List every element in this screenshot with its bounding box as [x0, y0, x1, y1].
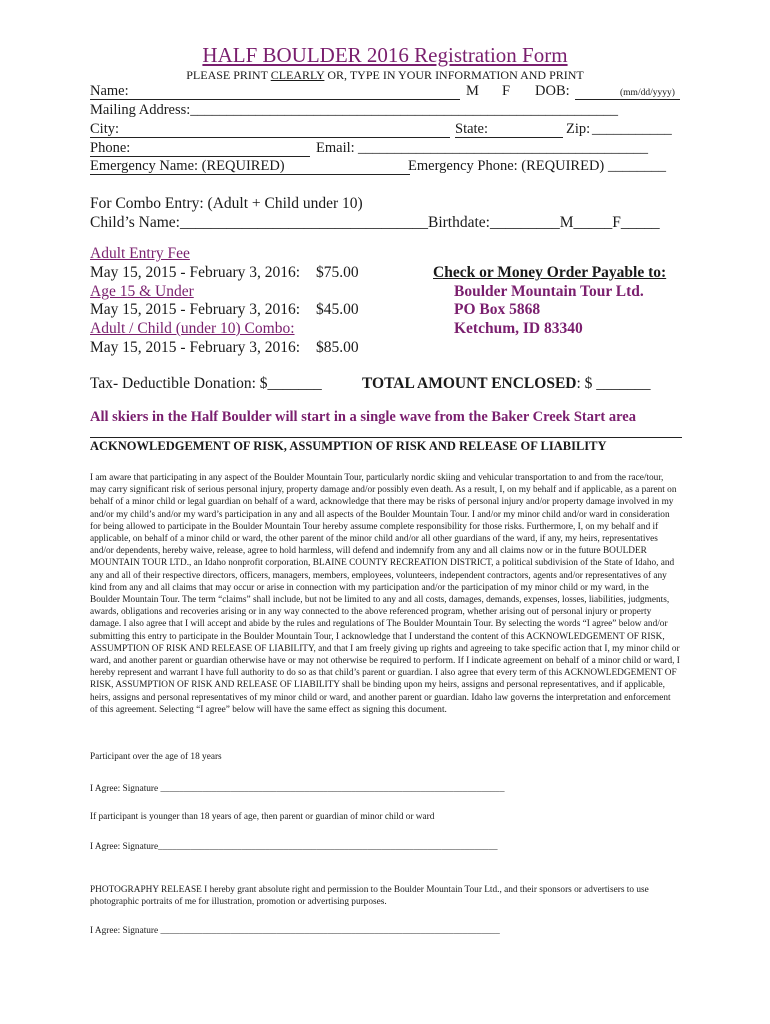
adult-signature-field[interactable]: I Agree: Signature __________________________________________________________________________ — [90, 784, 505, 794]
ack-body: I am aware that participating in any aspect of the Boulder Mountain Tour, particularly nordic skiing and vehicular transportation to and from the race/tour, may carry significant risk of serious personal injury, property damage and/or possibly even death. As a result, I, on my behalf and if applicable, as a parent on behalf of a minor child or legal guardian on behalf of a ward, acknowledge that there may be risks of personal injury and/or property damage involved in my and/or my child’s and/or my ward’s participation in any and all aspects of the Boulder Mountain Tour. I and/or my minor child and/or ward in consideration for being allowed to participate in the Boulder Mountain Tour hereby assume complete responsibility for those risks. Furthermore, I, on my behalf and if applicable, on behalf of a minor child or ward, the other parent of the minor child and/or all other guardians of the ward, if any, my heirs, representatives and/or dependents, hereby waive, release, agree to hold harmless, will defend and indemnify from any and all claims now or in the future BOULDER MOUNTAIN TOUR LTD., an Idaho nonprofit corporation, BLAINE COUNTY RECREATION DISTRICT, a political subdivision of the State of Idaho, and any and all of their respective directors, officers, managers, members, employees, volunteers, independent contractors, agents and/or representatives of any kind from any and all claims that may occur or arise in connection with my participation and/or the participation of my minor child or my ward, in the Boulder Mountain Tour. The term “claims” shall include, but not be limited to any and all costs, damages, demands, expenses, losses, liabilities, judgments, awards, obligations and recoveries arising or in any way connected to the above referenced program, whether arising out of personal injury or property damage. I also agree that I will accept and abide by the rules and regulations of The Boulder Mountain Tour. By selecting the words “I agree” below and/or submitting this entry to participate in the Boulder Mountain Tour, I acknowledge that I understand the content of this ACKNOWLEDGEMENT OF RISK, ASSUMPTION OF RISK AND RELEASE OF LIABILITY, and that I am freely giving up rights and agreeing to take specific action that I, my minor child or ward, and another parent or guardian otherwise have or may not otherwise be required to perform. If I indicate agreement on behalf of a minor child or ward, I hereby represent and warrant I have full authority to do so as that child’s parent or guardian. I also agree that every term of this ACKNOWLEDGEMENT OF RISK, ASSUMPTION OF RISK AND RELEASE OF LIABILITY shall be binding upon my heirs, assigns and personal representatives, and if applicable, heirs, assigns and personal representatives of my minor child or ward, and another parent or guardian. Idaho law governs the interpretation and enforcement of this agreement. Selecting “I agree” below will have the same effect as signing this document. — [90, 473, 680, 715]
photo-release: PHOTOGRAPHY RELEASE I hereby grant absolute right and permission to the Boulder Mountain Tour Ltd., and their sponsors or advertisers to use photographic portraits of me for illustration, promotion or advertising purposes. — [90, 885, 649, 908]
adult-fee-dates: May 15, 2015 - February 3, 2016: — [90, 264, 301, 281]
name-label: Name: — [90, 83, 129, 99]
adult-fee-price: $75.00 — [316, 264, 359, 281]
divider — [90, 437, 682, 438]
emergency-phone-field[interactable]: ________ — [608, 158, 666, 174]
male-option[interactable]: M — [466, 83, 479, 99]
ack-title: ACKNOWLEDGEMENT OF RISK, ASSUMPTION OF RISK AND RELEASE OF LIABILITY — [90, 439, 607, 453]
combo-fee-price: $85.00 — [316, 339, 359, 356]
start-notice: All skiers in the Half Boulder will start in a single wave from the Baker Creek Start area — [90, 409, 636, 425]
emergency-name-field[interactable] — [90, 174, 410, 175]
combo-heading: For Combo Entry: (Adult + Child under 10) — [90, 195, 363, 212]
age15-fee-heading: Age 15 & Under — [90, 283, 194, 300]
mailing-address-field[interactable]: Mailing Address:___________________________________________________________ — [90, 102, 619, 118]
state-label: State: — [455, 121, 489, 137]
payable-city: Ketchum, ID 83340 — [454, 320, 583, 337]
city-label: City: — [90, 121, 120, 137]
email-label: Email: — [316, 140, 355, 156]
female-option[interactable]: F — [502, 83, 511, 99]
zip-field[interactable]: ___________ — [592, 121, 672, 137]
emergency-phone-label: Emergency Phone: (REQUIRED) — [408, 158, 605, 174]
dob-format: (mm/dd/yyyy) — [620, 88, 675, 98]
total-amount-field[interactable]: TOTAL AMOUNT ENCLOSED: $ _______ — [362, 375, 651, 392]
donation-field[interactable]: Tax- Deductible Donation: $_______ — [90, 375, 322, 392]
payable-box: PO Box 5868 — [454, 301, 541, 318]
guardian-signature-field[interactable]: I Agree: Signature_________________________________________________________________________ — [90, 842, 498, 852]
phone-label: Phone: — [90, 140, 131, 156]
name-field[interactable] — [90, 99, 460, 100]
zip-label: Zip: — [566, 121, 591, 137]
minor-guardian-label: If participant is younger than 18 years of age, then parent or guardian of minor child or ward — [90, 812, 435, 822]
photo-signature-field[interactable]: I Agree: Signature _________________________________________________________________________ — [90, 926, 500, 936]
adult-participant-label: Participant over the age of 18 years — [90, 752, 222, 762]
state-field[interactable] — [455, 137, 563, 138]
city-field[interactable] — [90, 137, 450, 138]
phone-field[interactable] — [90, 156, 310, 157]
age15-fee-price: $45.00 — [316, 301, 359, 318]
combo-fee-dates: May 15, 2015 - February 3, 2016: — [90, 339, 301, 356]
form-subtitle: PLEASE PRINT CLEARLY OR, TYPE IN YOUR INFORMATION AND PRINT — [186, 68, 584, 82]
emergency-name-label: Emergency Name: (REQUIRED) — [90, 158, 285, 174]
payable-heading: Check or Money Order Payable to: — [433, 264, 667, 281]
email-field[interactable]: ________________________________________ — [358, 140, 648, 156]
adult-fee-heading: Adult Entry Fee — [90, 245, 190, 262]
child-name-field[interactable]: Child’s Name:________________________________Birthdate:_________M_____F_____ — [90, 214, 660, 231]
age15-fee-dates: May 15, 2015 - February 3, 2016: — [90, 301, 301, 318]
dob-label: DOB: — [535, 83, 570, 99]
combo-fee-heading: Adult / Child (under 10) Combo: — [90, 320, 295, 337]
payable-org: Boulder Mountain Tour Ltd. — [454, 283, 644, 300]
form-title: HALF BOULDER 2016 Registration Form — [202, 43, 568, 67]
dob-field[interactable] — [575, 99, 680, 100]
